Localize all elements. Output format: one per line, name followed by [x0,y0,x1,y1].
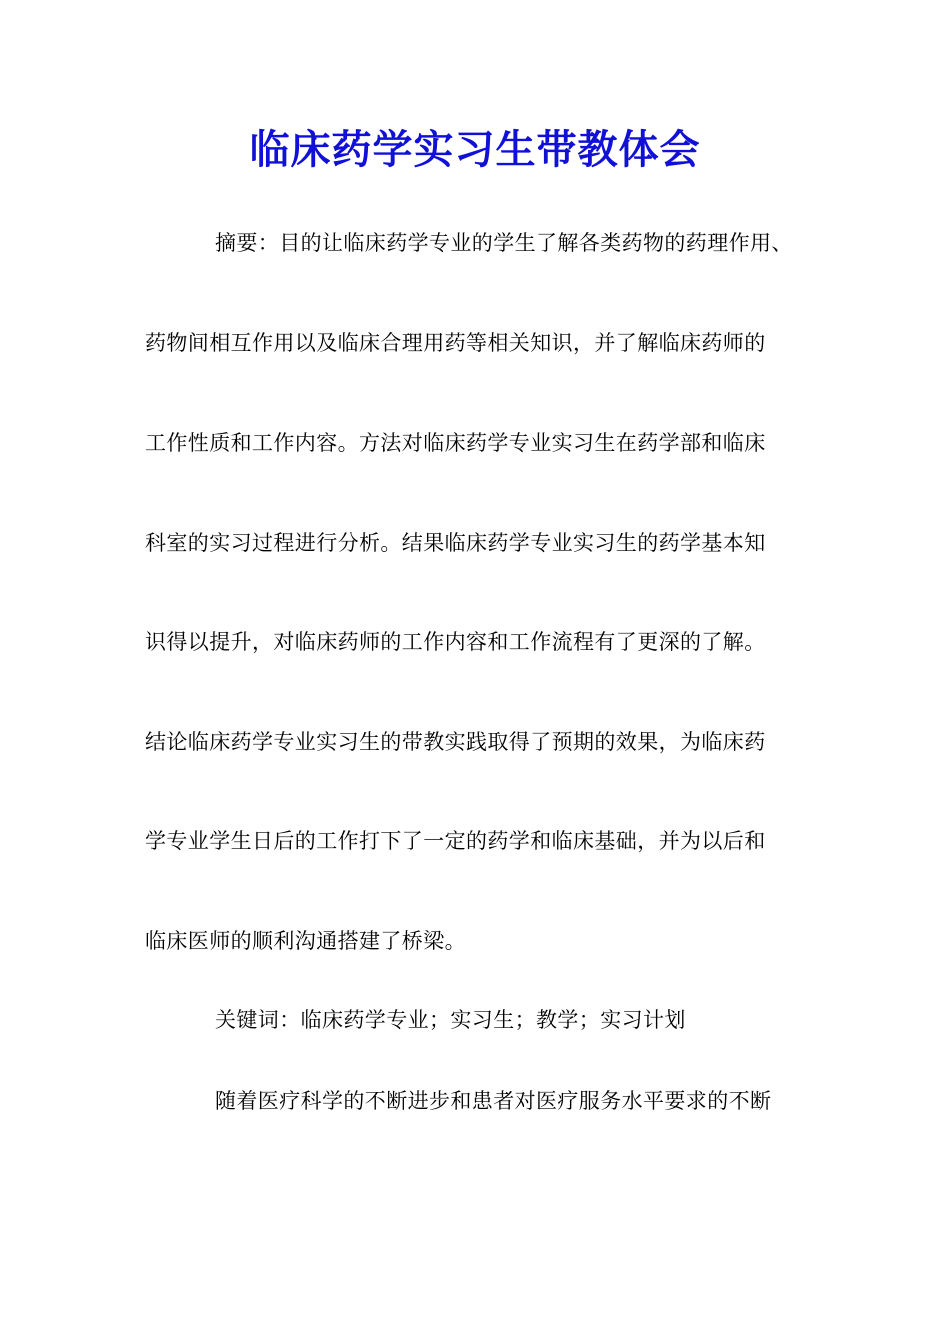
abstract-line-7: 学专业学生日后的工作打下了一定的药学和临床基础，并为以后和 [145,829,766,853]
body-paragraph-line: 随着医疗科学的不断进步和患者对医疗服务水平要求的不断 [215,1089,772,1113]
abstract-line-1: 摘要：目的让临床药学专业的学生了解各类药物的药理作用、 [215,231,793,255]
page-title: 临床药学实习生带教体会 [249,127,701,173]
abstract-line-2: 药物间相互作用以及临床合理用药等相关知识，并了解临床药师的 [145,331,766,355]
abstract-line-6: 结论临床药学专业实习生的带教实践取得了预期的效果，为临床药 [145,730,766,754]
abstract-line-3: 工作性质和工作内容。方法对临床药学专业实习生在药学部和临床 [145,431,766,455]
abstract-line-5: 识得以提升，对临床药师的工作内容和工作流程有了更深的了解。 [145,630,766,654]
keywords-line: 关键词：临床药学专业；实习生；教学；实习计划 [215,1008,686,1032]
abstract-line-4: 科室的实习过程进行分析。结果临床药学专业实习生的药学基本知 [145,531,766,555]
abstract-line-8: 临床医师的顺利沟通搭建了桥梁。 [145,929,466,953]
